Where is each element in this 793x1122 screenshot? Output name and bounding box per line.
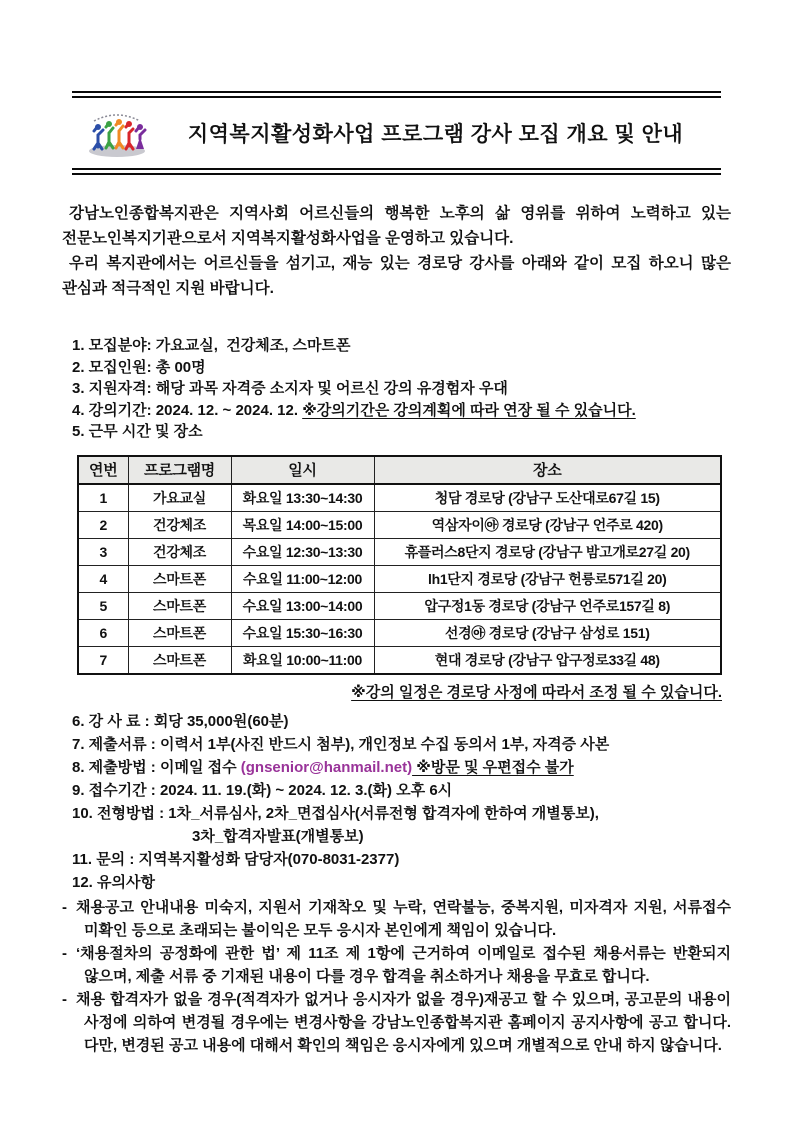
lecture-period-note: ※강의기간은 강의계획에 따라 연장 될 수 있습니다. [302,401,636,419]
item-selection-method-line2: 3차_합격자발표(개별통보) [192,827,364,845]
table-row [78,592,721,619]
col-header-no: 연번 [78,456,128,484]
cell-datetime: 목요일 14:00~15:00 [231,511,374,538]
intro-section [62,201,731,301]
page-title: 지역복지활성화사업 프로그램 강사 모집 개요 및 안내 [187,123,684,146]
document-header [72,91,721,175]
item-lecture-fee: 6. 강 사 료 : 회당 35,000원(60분) [72,712,289,730]
cell-program: 건강체조 [128,538,231,565]
intro-paragraph-2: 우리 복지관에서는 어르신들을 섬기고, 재능 있는 경로당 강사를 아래와 같이 모집 하오니 많은 관심과 적극적인 지원 바랍니다. [62,255,731,297]
application-info-list [62,710,731,894]
cell-program: 스마트폰 [128,565,231,592]
cell-program: 건강체조 [128,511,231,538]
cell-program: 가요교실 [128,484,231,512]
cell-datetime: 수요일 13:00~14:00 [231,592,374,619]
dash-bullet: - [62,944,67,962]
cell-no: 5 [78,592,128,619]
caution-text: ‘채용절차의 공정화에 관한 법’ 제 11조 제 1항에 근거하여 이메일로 접수된 채용서류는 반환되지 않으며, 제출 서류 중 기재된 내용이 다를 경우 합격을 취소하거나 채용을 무효로 합니다. [76,944,731,985]
table-row [78,511,721,538]
cell-datetime: 화요일 10:00~11:00 [231,646,374,674]
item-recruit-count: 2. 모집인원: 총 00명 [72,358,206,376]
cell-no: 1 [78,484,128,512]
table-row [78,484,721,512]
cell-no: 4 [78,565,128,592]
cell-datetime: 수요일 15:30~16:30 [231,619,374,646]
intro-paragraph-1: 강남노인종합복지관은 지역사회 어르신들의 행복한 노후의 삶 영위를 위하여 노력하고 있는 전문노인복지기관으로서 지역복지활성화사업을 운영하고 있습니다. [62,205,731,247]
cell-program: 스마트폰 [128,646,231,674]
item-work-time-place: 5. 근무 시간 및 장소 [72,423,203,440]
col-header-place: 장소 [374,456,721,484]
col-header-datetime: 일시 [231,456,374,484]
cell-datetime: 수요일 12:30~13:30 [231,538,374,565]
table-note [62,681,722,702]
cell-program: 스마트폰 [128,619,231,646]
item-application-period: 9. 접수기간 : 2024. 11. 19.(화) ~ 2024. 12. 3.(화) 오후 6시 [72,781,453,799]
cell-place: lh1단지 경로당 (강남구 헌릉로571길 20) [374,565,721,592]
col-header-program: 프로그램명 [128,456,231,484]
cell-no: 3 [78,538,128,565]
submission-text: 8. 제출방법 : 이메일 접수 [72,758,241,776]
cell-place: 청담 경로당 (강남구 도산대로67길 15) [374,484,721,512]
dash-bullet: - [62,990,67,1008]
table-row [78,646,721,674]
item-contact: 11. 문의 : 지역복지활성화 담당자(070-8031-2377) [72,850,400,868]
schedule-table [77,455,722,675]
dash-bullet: - [62,898,67,916]
cell-place: 휴플러스8단지 경로당 (강남구 밤고개로27길 20) [374,538,721,565]
item-qualification: 3. 지원자격: 해당 과목 자격증 소지자 및 어르신 강의 유경험자 우대 [72,380,508,397]
caution-text: 채용공고 안내내용 미숙지, 지원서 기재착오 및 누락, 연락불능, 중복지원, 미자격자 지원, 서류접수 미확인 등으로 초래되는 불이익은 모두 응시자 본인에게 책임이 있습니다. [76,898,731,939]
cell-no: 7 [78,646,128,674]
lecture-period-text: 4. 강의기간: 2024. 12. ~ 2024. 12. [72,401,303,419]
table-header-row [78,456,721,484]
table-row [78,619,721,646]
item-recruit-field: 1. 모집분야: 가요교실, 건강체조, 스마트폰 [72,337,351,354]
table-note-text: ※강의 일정은 경로당 사정에 따라서 조정 될 수 있습니다. [351,683,722,701]
recruit-overview-list [62,335,731,443]
caution-item [62,942,731,988]
cell-place: 역삼자이㉵ 경로당 (강남구 언주로 420) [374,511,721,538]
item-lecture-period [72,400,731,422]
item-selection-method: 10. 전형방법 : 1차_서류심사, 2차_면접심사(서류전형 합격자에 한하여 개별통보), [72,804,599,822]
cell-no: 6 [78,619,128,646]
people-logo-icon [82,105,152,161]
table-row [78,565,721,592]
cell-program: 스마트폰 [128,592,231,619]
item-documents: 7. 제출서류 : 이력서 1부(사진 반드시 첨부), 개인정보 수집 동의서 1부, 자격증 사본 [72,735,610,753]
email-address: (gnsenior@hanmail.net) [240,758,413,776]
cell-no: 2 [78,511,128,538]
caution-item [62,988,731,1057]
cell-datetime: 수요일 11:00~12:00 [231,565,374,592]
table-row [78,538,721,565]
cell-place: 선경㉵ 경로당 (강남구 삼성로 151) [374,619,721,646]
submission-restriction: ※방문 및 우편접수 불가 [412,758,574,776]
cell-place: 압구정1동 경로당 (강남구 언주로157길 8) [374,592,721,619]
caution-text: 채용 합격자가 없을 경우(적격자가 없거나 응시자가 없을 경우)재공고 할 수 있으며, 공고문의 내용이 사정에 의하여 변경될 경우에는 변경사항을 강남노인종합복지관 홈페이지 공지사항에 공고 합니다. 다만, 변경된 공고 내용에 대해서 확인의 책임은 응시자에게 있으며 개별적으로 안내 하지 않습니다. [76,990,731,1054]
cell-place: 현대 경로당 (강남구 압구정로33길 48) [374,646,721,674]
caution-item [62,896,731,942]
welfare-center-logo [78,105,156,161]
item-cautions-heading: 12. 유의사항 [72,873,155,891]
cautions-section [62,896,731,1057]
cell-datetime: 화요일 13:30~14:30 [231,484,374,512]
item-submission [72,756,731,779]
